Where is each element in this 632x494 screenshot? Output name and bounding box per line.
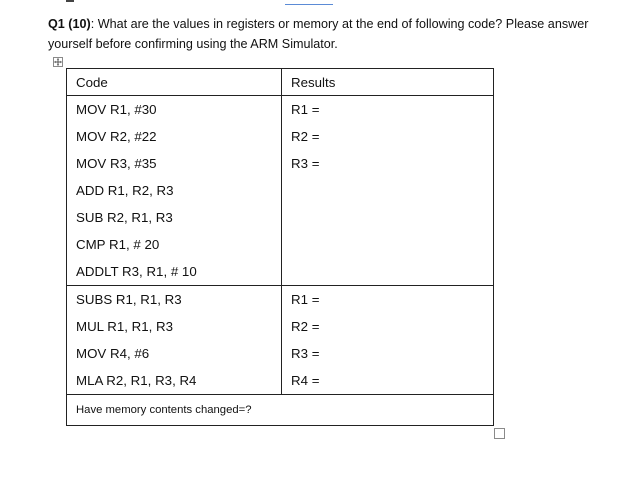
- result-line: R1 =: [291, 102, 320, 117]
- ruler-mark: [66, 0, 74, 2]
- question-text: [48, 14, 608, 54]
- result-line: R2 =: [291, 129, 320, 144]
- question-body: : What are the values in registers or memory at the end of following code? Please answer yourself before confirming using the ARM Simulator.: [48, 17, 589, 51]
- code-line: MOV R4, #6: [76, 346, 150, 361]
- code-line: MOV R1, #30: [76, 102, 157, 117]
- code-line: MUL R1, R1, R3: [76, 319, 174, 334]
- table-header-row: [67, 69, 494, 96]
- code-line: SUB R2, R1, R3: [76, 210, 173, 225]
- results-cell-block-1[interactable]: [282, 96, 494, 286]
- table-row-block-2: [67, 286, 494, 395]
- result-line: R3 =: [291, 156, 320, 171]
- code-line: CMP R1, # 20: [76, 237, 160, 252]
- code-line: ADD R1, R2, R3: [76, 183, 174, 198]
- code-line: MLA R2, R1, R3, R4: [76, 373, 197, 388]
- code-line: MOV R2, #22: [76, 129, 157, 144]
- header-results: Results: [282, 69, 494, 96]
- header-underline: [285, 4, 333, 5]
- code-results-table: [66, 68, 494, 426]
- code-line: MOV R3, #35: [76, 156, 157, 171]
- result-line: R2 =: [291, 319, 320, 334]
- table-resize-handle-icon[interactable]: [494, 428, 505, 439]
- code-line: SUBS R1, R1, R3: [76, 292, 182, 307]
- header-code: Code: [67, 69, 282, 96]
- question-label: Q1 (10): [48, 17, 91, 31]
- table-footer-row: [67, 395, 494, 426]
- result-line: R3 =: [291, 346, 320, 361]
- memory-question-cell[interactable]: Have memory contents changed=?: [67, 395, 494, 426]
- result-line: R1 =: [291, 292, 320, 307]
- table-move-handle-icon[interactable]: [53, 57, 63, 67]
- results-cell-block-2[interactable]: [282, 286, 494, 395]
- table-row-block-1: [67, 96, 494, 286]
- code-cell-block-1[interactable]: [67, 96, 282, 286]
- code-line: ADDLT R3, R1, # 10: [76, 264, 197, 279]
- result-line: R4 =: [291, 373, 320, 388]
- code-cell-block-2[interactable]: [67, 286, 282, 395]
